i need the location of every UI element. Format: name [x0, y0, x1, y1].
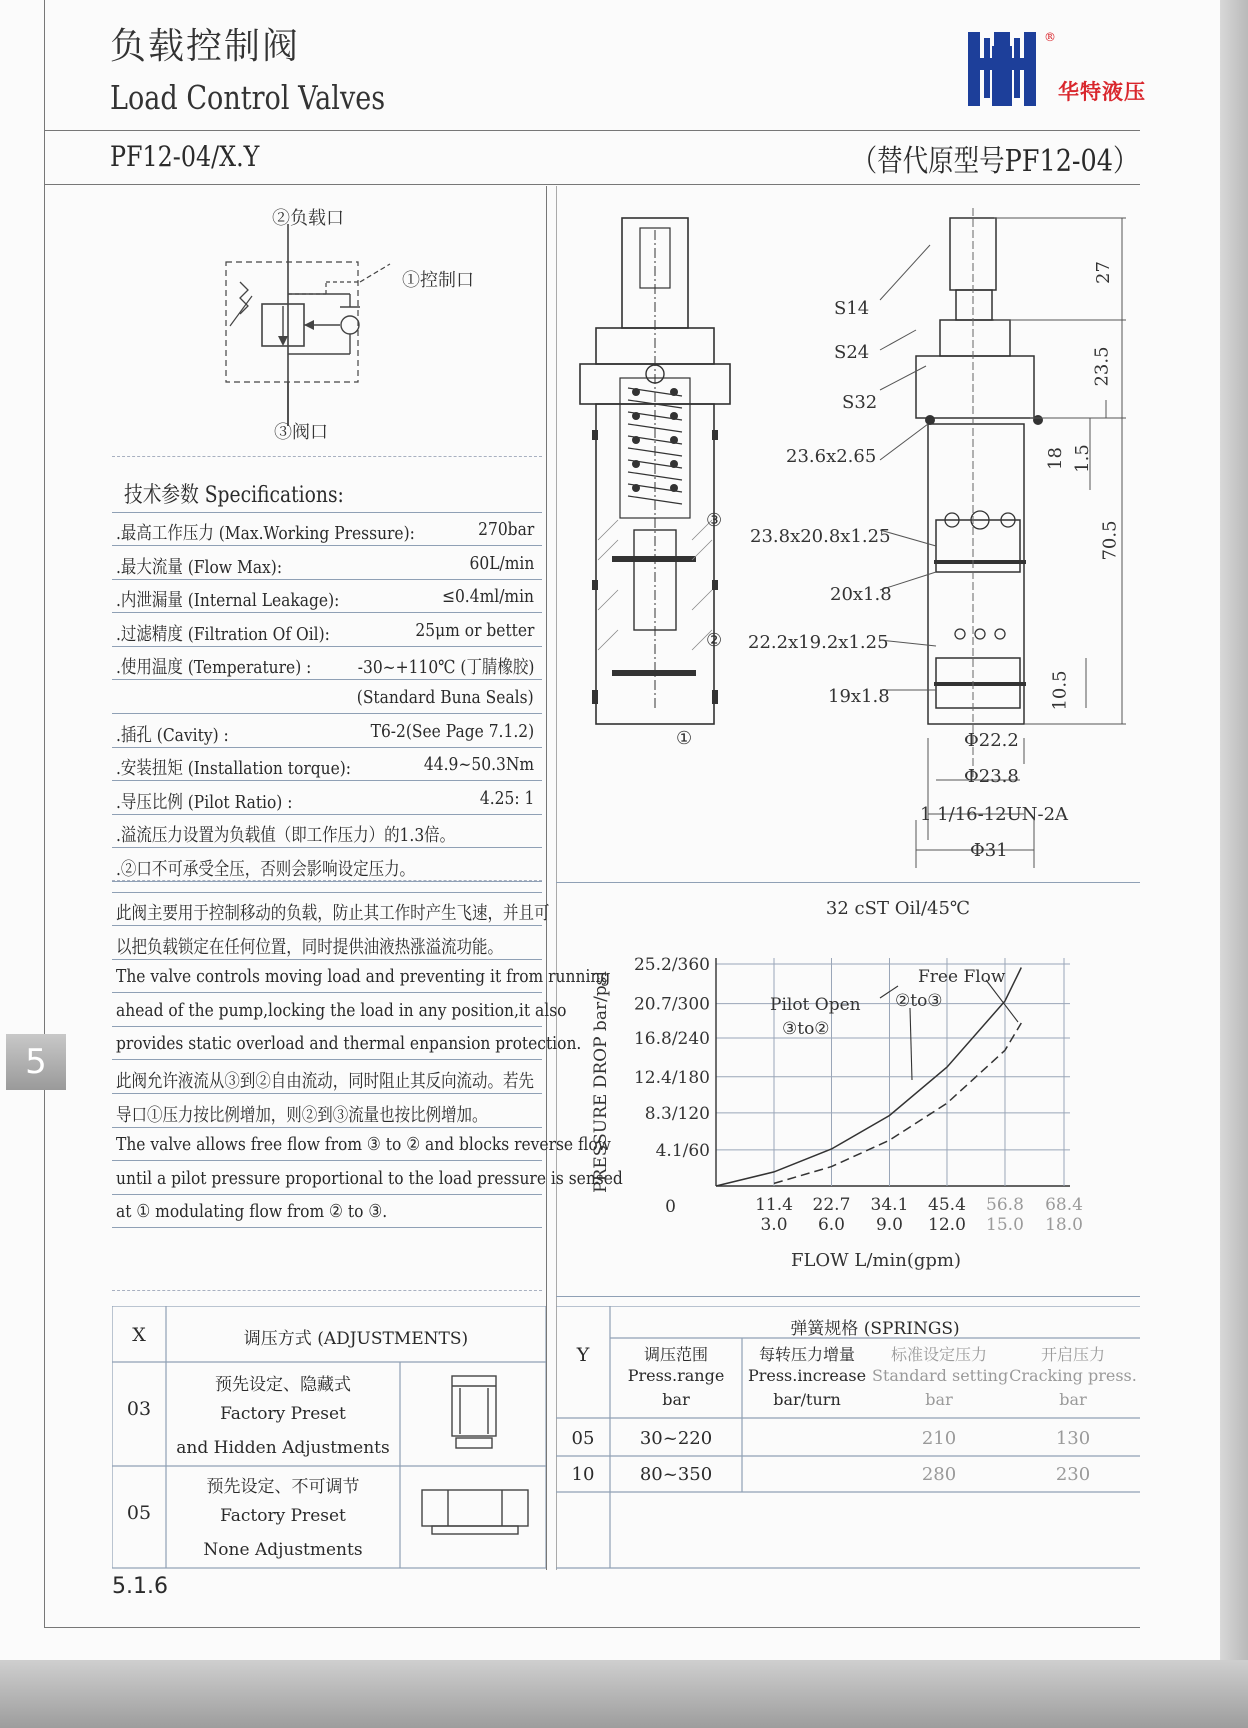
description-text: 导口①压力按比例增加，则②到③流量也按比例增加。: [116, 1104, 488, 1126]
dim-oring-5: 19x1.8: [828, 686, 890, 707]
chart-y-tick-label: 20.7/300: [633, 994, 710, 1015]
description-line: [112, 893, 550, 926]
springs-header-cn: 标准设定压力: [890, 1345, 987, 1364]
adjust-code-05: 05: [126, 1502, 152, 1524]
dim-oring-1: 23.6x2.65: [786, 446, 877, 467]
chart-y-tick-label: 0: [665, 1197, 676, 1217]
springs-col-y: Y: [576, 1344, 590, 1366]
springs-header-cn: 每转压力增量: [758, 1345, 855, 1364]
symbol-port1-label: ①控制口: [402, 270, 474, 291]
spec-row: [112, 715, 542, 748]
adjust-03-en1: Factory Preset: [220, 1404, 346, 1424]
spec-value: 44.9~50.3Nm: [423, 754, 534, 776]
description-text: 此阀允许液流从③到②自由流动，同时阻止其反向流动。若先: [116, 1071, 534, 1092]
chart-x-tick-gpm-label: 15.0: [986, 1215, 1024, 1235]
model-number: PF12-04/X.Y: [110, 140, 260, 173]
chart-bottom-rule: [556, 1296, 1140, 1297]
chart-annotation-free-flow-ports: ②to③: [895, 991, 943, 1011]
dim-height-27: 27: [1092, 261, 1114, 284]
dim-oring-4: 22.2x19.2x1.25: [748, 632, 889, 653]
springs-cell-standard: 210: [921, 1428, 957, 1449]
description-text: The valve controls moving load and preventing it from running: [116, 966, 611, 988]
dim-thread: 1 1/16-12UN-2A: [920, 804, 1069, 825]
chart-x-tick-gpm-label: 6.0: [817, 1215, 846, 1235]
chart-x-tick-label: 22.7: [812, 1195, 851, 1215]
spec-value: 25μm or better: [414, 619, 534, 641]
spec-key: .使用温度 (Temperature) :: [116, 657, 312, 679]
chart-annotation-pilot-open-ports: ③to②: [782, 1019, 830, 1039]
spec-row: [112, 513, 542, 546]
spec-key: .插孔 (Cavity) :: [116, 724, 229, 746]
spec-row: [112, 815, 542, 848]
chart-annotation-pilot-open: Pilot Open: [770, 995, 861, 1015]
description-line: [112, 1095, 542, 1128]
chart-y-tick-label: 12.4/180: [633, 1067, 710, 1088]
adjust-05-cn: 预先设定、不可调节: [206, 1477, 360, 1497]
adjust-col-x: X: [132, 1324, 146, 1346]
chart-x-tick-label: 34.1: [870, 1195, 909, 1215]
spec-row: [112, 782, 542, 815]
header-rule: [44, 130, 1140, 131]
dim-height-10-5: 10.5: [1049, 670, 1071, 711]
spec-value: 270bar: [477, 519, 534, 540]
dim-height-1-5: 1.5: [1071, 444, 1093, 473]
description-line: [112, 1061, 542, 1094]
dim-height-23-5: 23.5: [1091, 346, 1113, 387]
chart-x-tick-label: 11.4: [755, 1195, 793, 1215]
springs-header-cn: 调压范围: [643, 1345, 708, 1364]
springs-header-en1: Press.range: [627, 1366, 725, 1385]
chart-x-tick-label: 68.4: [1045, 1195, 1083, 1215]
spec-value: ≤0.4ml/min: [441, 586, 534, 608]
spec-row: [112, 614, 542, 647]
spec-value: 4.25: 1: [479, 787, 534, 809]
springs-header-en2: bar: [925, 1390, 953, 1409]
adjust-code-03: 03: [126, 1398, 152, 1420]
description-text: ahead of the pump,locking the load in any position,it also: [116, 999, 567, 1021]
springs-header-en1: Cracking press.: [1009, 1366, 1137, 1385]
section-port1-label: ①: [676, 728, 693, 749]
springs-header-en1: Press.increase: [747, 1366, 867, 1385]
dashed-separator-3: [112, 1290, 542, 1291]
chart-x-tick-gpm-label: 12.0: [928, 1215, 966, 1235]
springs-header-en2: bar: [662, 1390, 690, 1409]
dim-diameter-23-8: Φ23.8: [964, 766, 1019, 787]
springs-cell-standard: 280: [921, 1464, 957, 1485]
spec-key: .最大流量 (Flow Max):: [116, 556, 283, 578]
dashed-separator-2: [112, 880, 542, 881]
springs-cell-range: 80~350: [639, 1464, 713, 1485]
title-english: Load Control Valves: [110, 78, 386, 117]
springs-header-en2: bar: [1059, 1390, 1087, 1409]
spec-key: .内泄漏量 (Internal Leakage):: [116, 590, 340, 612]
dim-oring-2: 23.8x20.8x1.25: [750, 526, 891, 547]
brand-name: 华特液压: [1058, 80, 1146, 104]
hydraulic-symbol-diagram: [200, 194, 500, 454]
springs-cell-y: 10: [571, 1464, 595, 1485]
spec-row: [112, 647, 542, 680]
dashed-separator: [112, 456, 542, 457]
chart-top-rule: [556, 882, 1140, 883]
column-divider: [546, 186, 547, 1570]
spec-row: [112, 681, 542, 714]
chart-y-tick-label: 16.8/240: [633, 1029, 710, 1049]
dim-s14: S14: [834, 298, 870, 319]
dim-oring-3: 20x1.8: [830, 584, 892, 605]
spec-key: .②口不可承受全压，否则会影响设定压力。: [116, 859, 416, 880]
spec-value: -30~+110℃ (丁腈橡胶): [357, 657, 534, 679]
chart-x-tick-gpm-label: 18.0: [1045, 1215, 1083, 1235]
spec-row: [112, 580, 542, 613]
dim-s32: S32: [842, 392, 878, 413]
chart-title: 32 cST Oil/45℃: [825, 898, 971, 919]
description-line: [112, 927, 542, 960]
spec-key: .溢流压力设置为负载值（即工作压力）的1.3倍。: [116, 825, 456, 847]
springs-header-en2: bar/turn: [773, 1390, 841, 1409]
pressure-drop-chart: [560, 890, 1120, 1280]
hidden-adjust-icon: [452, 1376, 496, 1448]
description-text: 以把负载锁定在任何位置，同时提供油液热涨溢流功能。: [116, 936, 503, 958]
springs-cell-cracking: 230: [1055, 1464, 1091, 1485]
description-line: [112, 1195, 542, 1228]
brand-logo-icon: [966, 28, 1046, 110]
description-line: [112, 994, 567, 1027]
description-text: The valve allows free flow from ③ to ② and blocks reverse flow: [116, 1134, 611, 1156]
dim-s24: S24: [834, 342, 870, 363]
chart-x-axis-label: FLOW L/min(gpm): [790, 1250, 962, 1271]
chart-series-pilot-open: [774, 1023, 1021, 1183]
adjust-03-cn: 预先设定、隐藏式: [215, 1375, 351, 1395]
none-adjust-icon: [422, 1490, 528, 1534]
description-line: [112, 1027, 582, 1060]
springs-cell-y: 05: [571, 1428, 595, 1449]
page-edge-shadow: [1220, 0, 1248, 1728]
symbol-port3-label: ③阀口: [274, 422, 328, 443]
adjust-col-title: 调压方式 (ADJUSTMENTS): [243, 1329, 469, 1349]
chart-annotation-free-flow: Free Flow: [918, 967, 1006, 987]
spec-row: [112, 547, 542, 580]
chart-x-tick-label: 56.8: [986, 1195, 1024, 1215]
springs-header-en1: Standard setting: [872, 1366, 1009, 1385]
description-text: at ① modulating flow from ② to ③.: [116, 1201, 388, 1223]
springs-cell-range: 30~220: [639, 1428, 713, 1449]
spec-key: .最高工作压力 (Max.Working Pressure):: [116, 523, 415, 544]
dim-height-18: 18: [1044, 447, 1066, 470]
springs-title: 弹簧规格 (SPRINGS): [790, 1319, 960, 1339]
description-text: 此阀主要用于控制移动的负载，防止其工作时产生飞速，并且可: [116, 903, 550, 924]
adjust-03-en2: and Hidden Adjustments: [176, 1438, 390, 1458]
spec-value: 60L/min: [469, 552, 534, 574]
section-port3-label: ③: [706, 510, 723, 531]
description-line: [112, 960, 611, 993]
spec-value: T6-2(See Page 7.1.2): [370, 720, 534, 742]
chart-gridlines: [716, 958, 1070, 1186]
description-text: provides static overload and thermal enpansion protection.: [116, 1033, 582, 1055]
chart-y-tick-label: 8.3/120: [644, 1103, 710, 1124]
symbol-port2-label: ②负载口: [272, 208, 344, 229]
chart-x-tick-label: 45.4: [928, 1195, 966, 1215]
section-tab: 5: [6, 1034, 66, 1090]
chart-x-tick-gpm-label: 9.0: [875, 1215, 904, 1235]
spec-key: .过滤精度 (Filtration Of Oil):: [116, 623, 330, 645]
chart-y-tick-label: 25.2/360: [633, 955, 710, 975]
spec-row: [112, 849, 542, 882]
description-line: [112, 1128, 611, 1161]
adjust-05-en1: Factory Preset: [220, 1506, 346, 1526]
description-line: [112, 1162, 623, 1195]
springs-header-cn: 开启压力: [1040, 1345, 1105, 1364]
valve-section-drawing: [576, 210, 736, 730]
description-text: until a pilot pressure proportional to the load pressure is sensed: [116, 1167, 623, 1189]
spec-value: (Standard Buna Seals): [357, 687, 534, 708]
springs-cell-cracking: 130: [1055, 1428, 1091, 1449]
spec-key: .导压比例 (Pilot Ratio) :: [116, 791, 293, 813]
chart-y-tick-label: 4.1/60: [655, 1140, 710, 1161]
spec-key: .安装扭矩 (Installation torque):: [116, 758, 352, 780]
chart-y-axis-label: PRESSURE DROP bar/psi: [591, 971, 611, 1193]
registered-mark: ®: [1044, 30, 1056, 44]
title-chinese: 负载控制阀: [110, 26, 301, 67]
page-number: 5.1.6: [112, 1574, 168, 1599]
spec-row: [112, 748, 542, 781]
dim-height-70-5: 70.5: [1099, 520, 1121, 561]
dim-diameter-31: Φ31: [970, 840, 1008, 861]
section-port2-label: ②: [706, 630, 723, 651]
adjust-05-en2: None Adjustments: [203, 1540, 363, 1560]
dim-diameter-22-2: Φ22.2: [964, 730, 1019, 751]
specs-title: 技术参数 Specifications:: [124, 483, 344, 508]
bottom-shadow-band: [0, 1660, 1248, 1728]
chart-x-tick-gpm-label: 3.0: [760, 1215, 788, 1235]
model-rule: [44, 184, 1140, 185]
replacement-model: （替代原型号PF12-04）: [851, 144, 1138, 179]
